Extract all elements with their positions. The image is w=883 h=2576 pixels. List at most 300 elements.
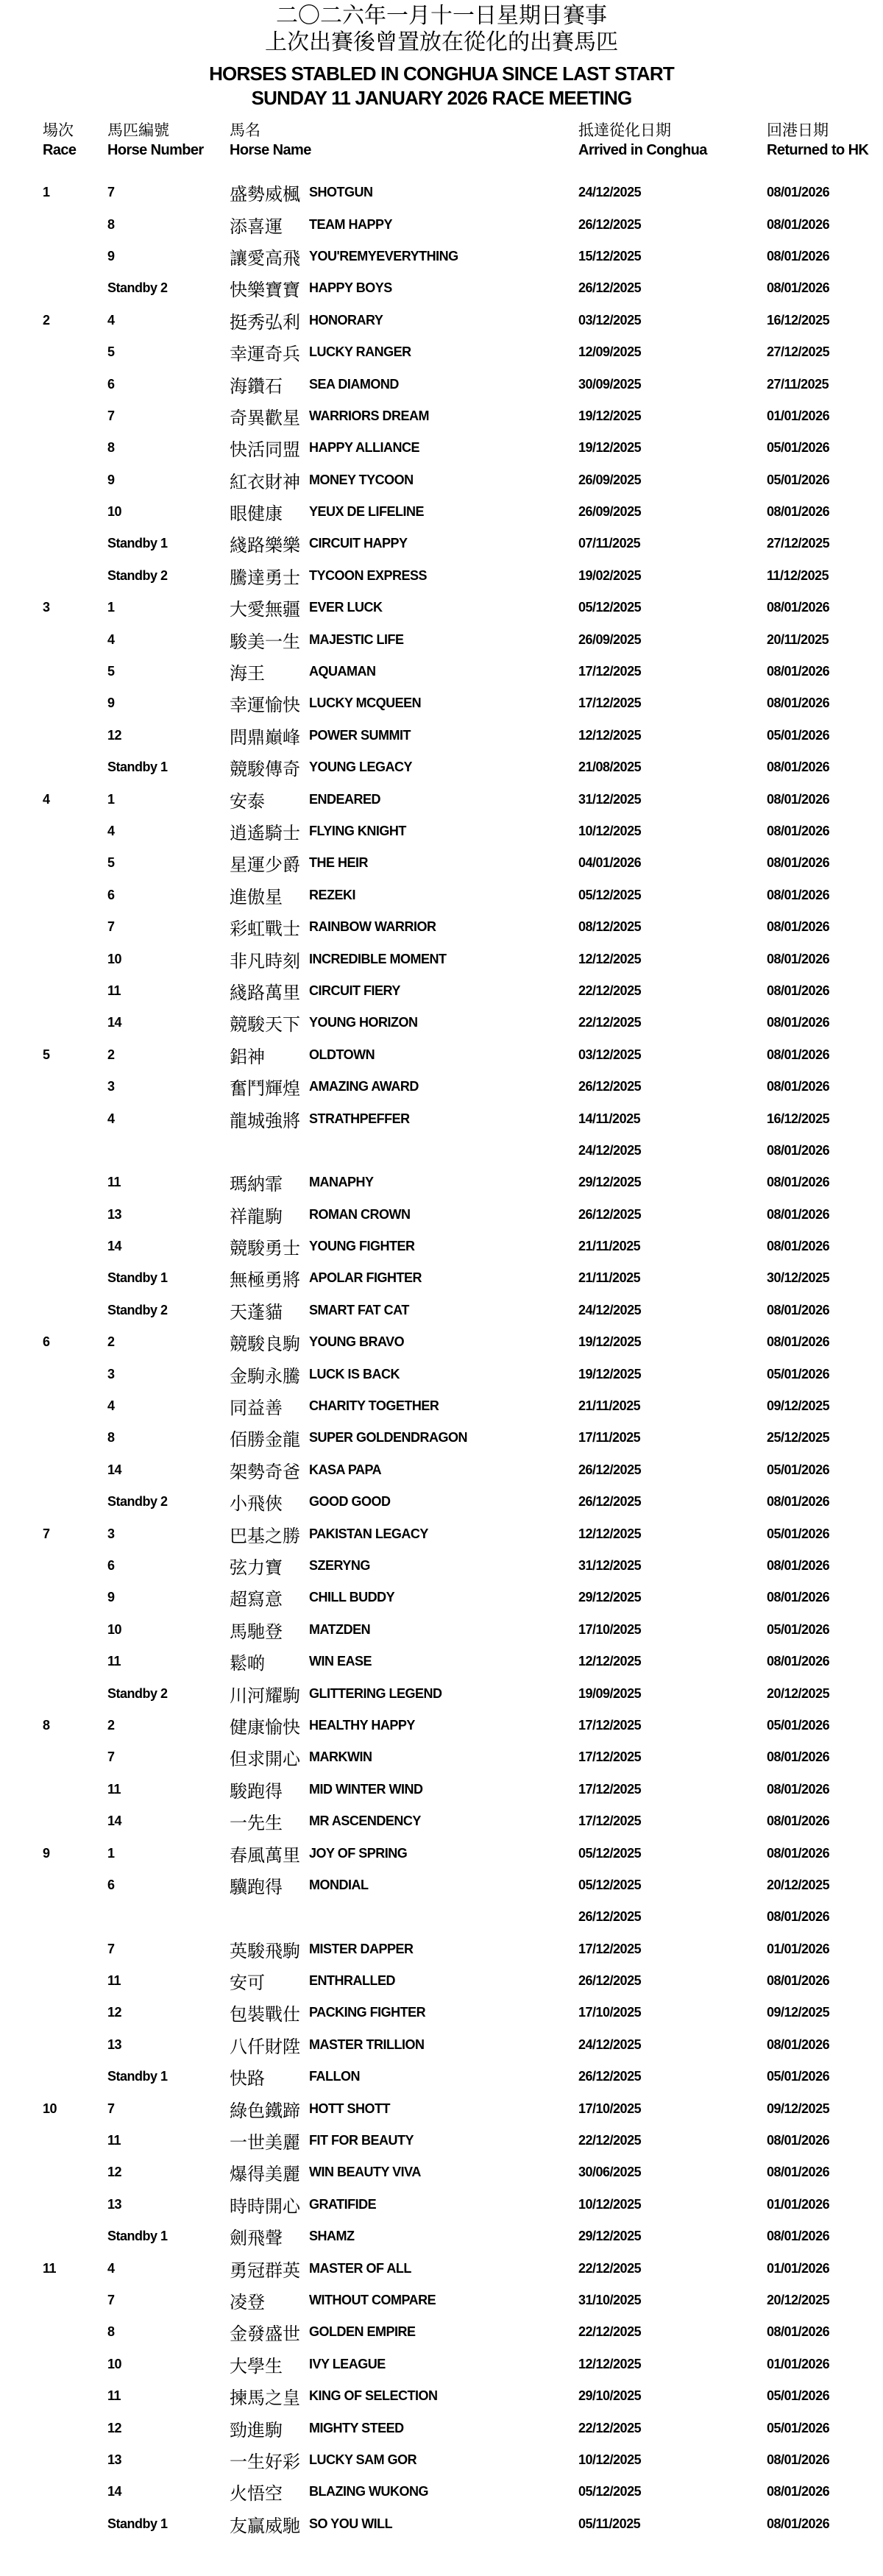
table-row <box>0 1486 883 1518</box>
table-row <box>0 400 883 432</box>
horse-number-cell: Standby 1 <box>107 1270 168 1286</box>
table-row <box>0 2412 883 2444</box>
horse-name-english-cell: AMAZING AWARD <box>309 1079 419 1094</box>
horse-name-chinese-cell: 競駿良駒 <box>230 1334 300 1355</box>
arrived-date-cell: 29/12/2025 <box>578 2229 642 2244</box>
table-row <box>0 1965 883 1997</box>
returned-date-cell: 08/01/2026 <box>767 2484 830 2499</box>
returned-date-cell: 08/01/2026 <box>767 1909 830 1925</box>
header-arrived-zh: 抵達從化日期 <box>578 122 671 139</box>
returned-date-cell: 20/12/2025 <box>767 1685 830 1701</box>
horse-name-chinese-cell: 綠色鐵蹄 <box>230 2101 300 2121</box>
horse-number-cell: 9 <box>107 1590 115 1605</box>
arrived-date-cell: 05/12/2025 <box>578 1845 642 1861</box>
horse-name-english-cell: SHOTGUN <box>309 185 373 200</box>
returned-date-cell: 01/01/2026 <box>767 408 830 423</box>
returned-date-cell: 20/12/2025 <box>767 2292 830 2307</box>
horse-number-cell: Standby 2 <box>107 567 168 583</box>
horse-number-cell: 5 <box>107 855 115 871</box>
table-row <box>0 1901 883 1933</box>
horse-name-chinese-cell: 快活同盟 <box>230 440 300 461</box>
horse-name-chinese-cell: 但求開心 <box>230 1749 300 1770</box>
horse-name-chinese-cell: 劍飛聲 <box>230 2229 283 2249</box>
horse-name-chinese-cell: 快樂寶寶 <box>230 280 300 301</box>
table-row <box>0 1199 883 1231</box>
returned-date-cell: 08/01/2026 <box>767 951 830 966</box>
horse-number-cell: 6 <box>107 1557 115 1573</box>
arrived-date-cell: 22/12/2025 <box>578 983 642 998</box>
table-row <box>0 943 883 974</box>
horse-name-chinese-cell: 海王 <box>230 664 265 684</box>
horse-number-cell: 12 <box>107 2005 122 2020</box>
table-row <box>0 975 883 1007</box>
arrived-date-cell: 05/12/2025 <box>578 887 642 902</box>
horse-name-chinese-cell: 巴基之勝 <box>230 1526 300 1546</box>
horse-name-english-cell: MATZDEN <box>309 1621 371 1637</box>
arrived-date-cell: 19/12/2025 <box>578 440 642 456</box>
returned-date-cell: 08/01/2026 <box>767 1590 830 1605</box>
horse-name-chinese-cell: 祥龍駒 <box>230 1206 283 1227</box>
race-number-cell: 2 <box>43 312 50 328</box>
horse-name-english-cell: CIRCUIT FIERY <box>309 983 400 998</box>
table-row <box>0 1454 883 1486</box>
title-english-line1: HORSES STABLED IN CONGHUA SINCE LAST START <box>209 63 674 85</box>
horse-name-english-cell: CIRCUIT HAPPY <box>309 536 408 551</box>
arrived-date-cell: 30/06/2025 <box>578 2165 642 2180</box>
horse-name-english-cell: WITHOUT COMPARE <box>309 2292 436 2307</box>
horse-number-cell: 9 <box>107 472 115 487</box>
horse-number-cell: 7 <box>107 185 115 200</box>
horse-name-chinese-cell: 龍城強將 <box>230 1111 300 1131</box>
title-chinese-line2: 上次出賽後曾置放在從化的出賽馬匹 <box>265 30 618 54</box>
race-number-cell: 11 <box>43 2260 57 2276</box>
arrived-date-cell: 10/12/2025 <box>578 2452 642 2467</box>
horse-name-english-cell: HAPPY ALLIANCE <box>309 440 420 456</box>
horse-name-english-cell: IVY LEAGUE <box>309 2356 386 2371</box>
arrived-date-cell: 19/09/2025 <box>578 1685 642 1701</box>
table-row <box>0 2092 883 2124</box>
header-returned <box>767 121 883 159</box>
returned-date-cell: 08/01/2026 <box>767 248 830 263</box>
horse-name-english-cell: GRATIFIDE <box>309 2196 377 2212</box>
returned-date-cell: 08/01/2026 <box>767 1494 830 1510</box>
horse-number-cell: 12 <box>107 727 122 743</box>
header-horse-name <box>230 121 578 159</box>
horse-number-cell: 3 <box>107 1526 115 1541</box>
arrived-date-cell: 26/12/2025 <box>578 216 642 232</box>
horse-name-chinese-cell: 弦力寶 <box>230 1557 283 1578</box>
horse-name-english-cell: MAJESTIC LIFE <box>309 631 404 647</box>
horse-number-cell: 13 <box>107 1206 122 1222</box>
returned-date-cell: 08/01/2026 <box>767 919 830 935</box>
table-row <box>0 272 883 304</box>
header-race <box>43 121 107 159</box>
race-number-cell: 5 <box>43 1047 50 1062</box>
horse-number-cell: Standby 1 <box>107 2516 168 2531</box>
returned-date-cell: 08/01/2026 <box>767 1047 830 1062</box>
arrived-date-cell: 24/12/2025 <box>578 185 642 200</box>
table-row <box>0 2380 883 2412</box>
arrived-date-cell: 19/12/2025 <box>578 1366 642 1381</box>
arrived-date-cell: 17/12/2025 <box>578 696 642 711</box>
horse-name-chinese-cell: 鋁神 <box>230 1047 265 1067</box>
horse-name-english-cell: LUCKY MCQUEEN <box>309 696 422 711</box>
horse-number-cell: 1 <box>107 1845 115 1861</box>
horse-name-english-cell: FALLON <box>309 2069 360 2084</box>
horse-name-chinese-cell: 非凡時刻 <box>230 951 300 972</box>
returned-date-cell: 01/01/2026 <box>767 2356 830 2371</box>
table-row <box>0 208 883 240</box>
table-row <box>0 783 883 815</box>
table-row <box>0 1262 883 1294</box>
arrived-date-cell: 26/12/2025 <box>578 1079 642 1094</box>
horse-name-english-cell: ENDEARED <box>309 791 381 807</box>
horse-name-chinese-cell: 時時開心 <box>230 2196 300 2217</box>
horse-number-cell: 9 <box>107 248 115 263</box>
horse-number-cell: Standby 1 <box>107 2229 168 2244</box>
returned-date-cell: 08/01/2026 <box>767 1206 830 1222</box>
horse-name-english-cell: YEUX DE LIFELINE <box>309 504 425 520</box>
horse-name-chinese-cell: 競駿勇士 <box>230 1239 300 1259</box>
table-row <box>0 1550 883 1582</box>
horse-number-cell: 9 <box>107 696 115 711</box>
table-row <box>0 1741 883 1773</box>
table-row <box>0 1710 883 1741</box>
arrived-date-cell: 22/12/2025 <box>578 2420 642 2435</box>
header-horse-number-en: Horse Number <box>107 142 204 158</box>
table-row <box>0 1997 883 2028</box>
arrived-date-cell: 21/11/2025 <box>578 1270 641 1286</box>
arrived-date-cell: 12/12/2025 <box>578 951 642 966</box>
horse-number-cell: Standby 2 <box>107 1302 168 1317</box>
arrived-date-cell: 12/12/2025 <box>578 1526 642 1541</box>
horse-name-chinese-cell: 星運少爵 <box>230 855 300 876</box>
horse-number-cell: Standby 2 <box>107 1494 168 1510</box>
returned-date-cell: 08/01/2026 <box>767 1015 830 1030</box>
horse-number-cell: 10 <box>107 2356 122 2371</box>
horse-name-chinese-cell: 凌登 <box>230 2292 265 2313</box>
arrived-date-cell: 30/09/2025 <box>578 376 642 392</box>
returned-date-cell: 08/01/2026 <box>767 1239 830 1254</box>
horse-number-cell: 14 <box>107 2484 122 2499</box>
returned-date-cell: 08/01/2026 <box>767 2037 830 2052</box>
returned-date-cell: 08/01/2026 <box>767 2165 830 2180</box>
arrived-date-cell: 31/12/2025 <box>578 791 642 807</box>
horse-name-english-cell: HEALTHY HAPPY <box>309 1717 415 1733</box>
table-row <box>0 720 883 751</box>
horse-number-cell: 6 <box>107 376 115 392</box>
horse-name-chinese-cell: 逍遙騎士 <box>230 824 300 843</box>
horse-name-chinese-cell: 勇冠群英 <box>230 2260 300 2281</box>
horse-number-cell: 6 <box>107 1877 115 1892</box>
horse-number-cell: 11 <box>107 1973 121 1989</box>
arrived-date-cell: 12/12/2025 <box>578 727 642 743</box>
race-number-cell: 6 <box>43 1334 50 1350</box>
horse-number-cell: Standby 1 <box>107 760 168 775</box>
table-row <box>0 241 883 272</box>
horse-name-chinese-cell: 大愛無疆 <box>230 600 300 620</box>
horse-name-english-cell: MONEY TYCOON <box>309 472 414 487</box>
returned-date-cell: 08/01/2026 <box>767 1845 830 1861</box>
horse-name-english-cell: LUCKY SAM GOR <box>309 2452 417 2467</box>
returned-date-cell: 08/01/2026 <box>767 185 830 200</box>
horse-name-english-cell: INCREDIBLE MOMENT <box>309 951 447 966</box>
horse-name-english-cell: STRATHPEFFER <box>309 1111 410 1126</box>
horse-name-chinese-cell: 友贏威馳 <box>230 2516 300 2536</box>
horse-name-chinese-cell: 鬆啲 <box>230 1654 265 1674</box>
returned-date-cell: 20/12/2025 <box>767 1877 830 1892</box>
horse-name-chinese-cell: 揀馬之皇 <box>230 2388 300 2409</box>
returned-date-cell: 16/12/2025 <box>767 1111 830 1126</box>
horse-name-chinese-cell: 英駿飛駒 <box>230 1941 300 1961</box>
table-row <box>0 2061 883 2092</box>
horse-name-chinese-cell: 綫路萬里 <box>230 983 300 1003</box>
horse-name-chinese-cell: 競駿傳奇 <box>230 760 300 780</box>
title-chinese-line1: 二〇二六年一月十一日星期日賽事 <box>276 4 607 28</box>
horse-name-english-cell: MANAPHY <box>309 1175 374 1190</box>
returned-date-cell: 08/01/2026 <box>767 824 830 838</box>
horse-name-chinese-cell: 競駿天下 <box>230 1015 300 1036</box>
horse-number-cell: 11 <box>107 1654 121 1669</box>
horse-number-cell: 6 <box>107 887 115 902</box>
table-rows <box>0 177 883 2540</box>
arrived-date-cell: 05/12/2025 <box>578 600 642 615</box>
arrived-date-cell: 26/12/2025 <box>578 2069 642 2084</box>
table-row <box>0 560 883 592</box>
returned-date-cell: 05/01/2026 <box>767 472 830 487</box>
race-number-cell: 1 <box>43 185 50 200</box>
returned-date-cell: 08/01/2026 <box>767 1973 830 1989</box>
horse-name-english-cell: SUPER GOLDENDRAGON <box>309 1430 468 1446</box>
horse-name-english-cell: MID WINTER WIND <box>309 1781 423 1797</box>
returned-date-cell: 05/01/2026 <box>767 440 830 456</box>
returned-date-cell: 08/01/2026 <box>767 855 830 871</box>
arrived-date-cell: 26/09/2025 <box>578 472 642 487</box>
horse-name-chinese-cell: 佰勝金龍 <box>230 1430 300 1451</box>
returned-date-cell: 01/01/2026 <box>767 1941 830 1956</box>
horse-number-cell: 14 <box>107 1814 122 1829</box>
arrived-date-cell: 19/02/2025 <box>578 567 642 583</box>
horse-number-cell: 7 <box>107 2292 115 2307</box>
horse-number-cell: 12 <box>107 2165 122 2180</box>
table-row <box>0 687 883 719</box>
table-row <box>0 911 883 943</box>
horse-number-cell: 11 <box>107 2133 121 2148</box>
header-arrived-en: Arrived in Conghua <box>578 142 707 158</box>
returned-date-cell: 08/01/2026 <box>767 2516 830 2531</box>
returned-date-cell: 05/01/2026 <box>767 2420 830 2435</box>
horse-number-cell: 4 <box>107 2260 115 2276</box>
arrived-date-cell: 22/12/2025 <box>578 2324 642 2340</box>
horse-name-english-cell: POWER SUMMIT <box>309 727 411 743</box>
arrived-date-cell: 26/12/2025 <box>578 1206 642 1222</box>
horse-number-cell: 4 <box>107 312 115 328</box>
table-row <box>0 1933 883 1964</box>
returned-date-cell: 09/12/2025 <box>767 2005 830 2020</box>
arrived-date-cell: 29/12/2025 <box>578 1175 642 1190</box>
table-row <box>0 1103 883 1134</box>
horse-name-english-cell: YOUNG HORIZON <box>309 1015 418 1030</box>
horse-name-english-cell: GLITTERING LEGEND <box>309 1685 442 1701</box>
horse-name-english-cell: JOY OF SPRING <box>309 1845 408 1861</box>
table-row <box>0 432 883 464</box>
horse-name-english-cell: REZEKI <box>309 887 356 902</box>
arrived-date-cell: 12/09/2025 <box>578 344 642 360</box>
returned-date-cell: 08/01/2026 <box>767 504 830 520</box>
arrived-date-cell: 17/11/2025 <box>578 1430 641 1446</box>
horse-name-english-cell: MASTER OF ALL <box>309 2260 411 2276</box>
arrived-date-cell: 22/12/2025 <box>578 1015 642 1030</box>
horse-name-chinese-cell: 一生好彩 <box>230 2452 300 2472</box>
horse-name-english-cell: LUCKY RANGER <box>309 344 411 360</box>
arrived-date-cell: 17/12/2025 <box>578 1814 642 1829</box>
horse-number-cell: 13 <box>107 2037 122 2052</box>
returned-date-cell: 30/12/2025 <box>767 1270 830 1286</box>
arrived-date-cell: 26/12/2025 <box>578 1494 642 1510</box>
horse-name-chinese-cell: 無極勇將 <box>230 1270 300 1291</box>
returned-date-cell: 25/12/2025 <box>767 1430 830 1446</box>
horse-name-english-cell: TYCOON EXPRESS <box>309 567 428 583</box>
horse-name-english-cell: MASTER TRILLION <box>309 2037 425 2052</box>
returned-date-cell: 08/01/2026 <box>767 1557 830 1573</box>
horse-number-cell: 8 <box>107 216 115 232</box>
horse-name-english-cell: SMART FAT CAT <box>309 1302 409 1317</box>
returned-date-cell: 08/01/2026 <box>767 791 830 807</box>
horse-name-chinese-cell: 同益善 <box>230 1398 283 1419</box>
horse-name-english-cell: PAKISTAN LEGACY <box>309 1526 428 1541</box>
horse-number-cell: Standby 2 <box>107 1685 168 1701</box>
table-row <box>0 1167 883 1198</box>
table-row <box>0 2285 883 2316</box>
returned-date-cell: 08/01/2026 <box>767 2452 830 2467</box>
table-row <box>0 2252 883 2284</box>
arrived-date-cell: 05/12/2025 <box>578 2484 642 2499</box>
horse-number-cell: 13 <box>107 2452 122 2467</box>
returned-date-cell: 05/01/2026 <box>767 2388 830 2404</box>
horse-number-cell: 8 <box>107 440 115 456</box>
horse-name-chinese-cell: 駿跑得 <box>230 1781 283 1802</box>
arrived-date-cell: 24/12/2025 <box>578 2037 642 2052</box>
table-row <box>0 1007 883 1038</box>
header-race-en: Race <box>43 142 77 158</box>
horse-name-english-cell: SHAMZ <box>309 2229 355 2244</box>
horse-name-english-cell: EVER LUCK <box>309 600 383 615</box>
returned-date-cell: 09/12/2025 <box>767 2101 830 2116</box>
horse-name-chinese-cell: 八仟財陞 <box>230 2037 300 2057</box>
returned-date-cell: 05/01/2026 <box>767 1526 830 1541</box>
horse-name-english-cell: MR ASCENDENCY <box>309 1814 421 1829</box>
returned-date-cell: 08/01/2026 <box>767 2324 830 2340</box>
horse-name-chinese-cell: 駿美一生 <box>230 631 300 652</box>
table-row <box>0 2444 883 2476</box>
header-horse-name-zh: 馬名 <box>230 122 260 139</box>
table-row <box>0 2349 883 2380</box>
horse-name-chinese-cell: 天蓬貓 <box>230 1302 283 1323</box>
table-row <box>0 2508 883 2540</box>
horse-name-chinese-cell: 金發盛世 <box>230 2324 300 2345</box>
table-row <box>0 496 883 528</box>
race-number-cell: 4 <box>43 791 50 807</box>
returned-date-cell: 08/01/2026 <box>767 216 830 232</box>
returned-date-cell: 08/01/2026 <box>767 2133 830 2148</box>
arrived-date-cell: 03/12/2025 <box>578 312 642 328</box>
horse-name-english-cell: APOLAR FIGHTER <box>309 1270 422 1286</box>
horse-name-english-cell: BLAZING WUKONG <box>309 2484 428 2499</box>
table-row <box>0 1646 883 1677</box>
table-row <box>0 847 883 879</box>
arrived-date-cell: 31/12/2025 <box>578 1557 642 1573</box>
table-row <box>0 1358 883 1390</box>
horse-number-cell: 5 <box>107 664 115 679</box>
horse-name-english-cell: TEAM HAPPY <box>309 216 393 232</box>
horse-name-english-cell: PACKING FIGHTER <box>309 2005 426 2020</box>
horse-name-chinese-cell: 一先生 <box>230 1814 283 1834</box>
horse-number-cell: 1 <box>107 600 115 615</box>
horse-number-cell: 2 <box>107 1717 115 1733</box>
table-row <box>0 1518 883 1549</box>
horse-name-chinese-cell: 火悟空 <box>230 2484 283 2505</box>
horse-number-cell: 4 <box>107 1398 115 1414</box>
arrived-date-cell: 12/12/2025 <box>578 2356 642 2371</box>
horse-name-chinese-cell: 問鼎巔峰 <box>230 727 300 748</box>
header-returned-zh: 回港日期 <box>767 122 829 139</box>
horse-name-chinese-cell: 幸運愉快 <box>230 696 300 716</box>
table-header-row <box>0 121 883 159</box>
horse-name-english-cell: YOUNG FIGHTER <box>309 1239 415 1254</box>
returned-date-cell: 08/01/2026 <box>767 1142 830 1158</box>
arrived-date-cell: 05/11/2025 <box>578 2516 641 2531</box>
returned-date-cell: 05/01/2026 <box>767 727 830 743</box>
horse-name-english-cell: SZERYNG <box>309 1557 370 1573</box>
horse-name-chinese-cell: 添喜運 <box>230 216 283 237</box>
horse-name-english-cell: AQUAMAN <box>309 664 376 679</box>
returned-date-cell: 08/01/2026 <box>767 1814 830 1829</box>
arrived-date-cell: 26/12/2025 <box>578 1462 642 1477</box>
arrived-date-cell: 17/10/2025 <box>578 2005 642 2020</box>
horse-number-cell: 14 <box>107 1015 122 1030</box>
horse-number-cell: 14 <box>107 1239 122 1254</box>
table-row <box>0 1837 883 1869</box>
horse-name-chinese-cell: 讓愛高飛 <box>230 248 300 269</box>
horse-name-chinese-cell: 盛勢威楓 <box>230 185 300 205</box>
horse-name-chinese-cell: 勁進駒 <box>230 2420 283 2441</box>
arrived-date-cell: 22/12/2025 <box>578 2260 642 2276</box>
arrived-date-cell: 17/12/2025 <box>578 1717 642 1733</box>
arrived-date-cell: 17/10/2025 <box>578 1621 642 1637</box>
horse-number-cell: 4 <box>107 631 115 647</box>
returned-date-cell: 01/01/2026 <box>767 2260 830 2276</box>
horse-number-cell: 10 <box>107 504 122 520</box>
horse-number-cell: 10 <box>107 1621 122 1637</box>
returned-date-cell: 08/01/2026 <box>767 696 830 711</box>
horse-name-english-cell: HOTT SHOTT <box>309 2101 390 2116</box>
horse-name-chinese-cell: 馬馳登 <box>230 1621 283 1642</box>
horse-name-chinese-cell: 彩虹戰士 <box>230 919 300 940</box>
horse-number-cell: 7 <box>107 1941 115 1956</box>
horse-number-cell: 1 <box>107 791 115 807</box>
table-row <box>0 656 883 687</box>
arrived-date-cell: 21/08/2025 <box>578 760 642 775</box>
horse-name-english-cell: HAPPY BOYS <box>309 280 392 296</box>
horse-name-english-cell: MONDIAL <box>309 1877 369 1892</box>
returned-date-cell: 05/01/2026 <box>767 1717 830 1733</box>
horse-name-english-cell: ROMAN CROWN <box>309 1206 411 1222</box>
horse-name-chinese-cell: 驥跑得 <box>230 1877 283 1897</box>
returned-date-cell: 05/01/2026 <box>767 1366 830 1381</box>
arrived-date-cell: 04/01/2026 <box>578 855 642 871</box>
arrived-date-cell: 29/12/2025 <box>578 1590 642 1605</box>
returned-date-cell: 20/11/2025 <box>767 631 829 647</box>
